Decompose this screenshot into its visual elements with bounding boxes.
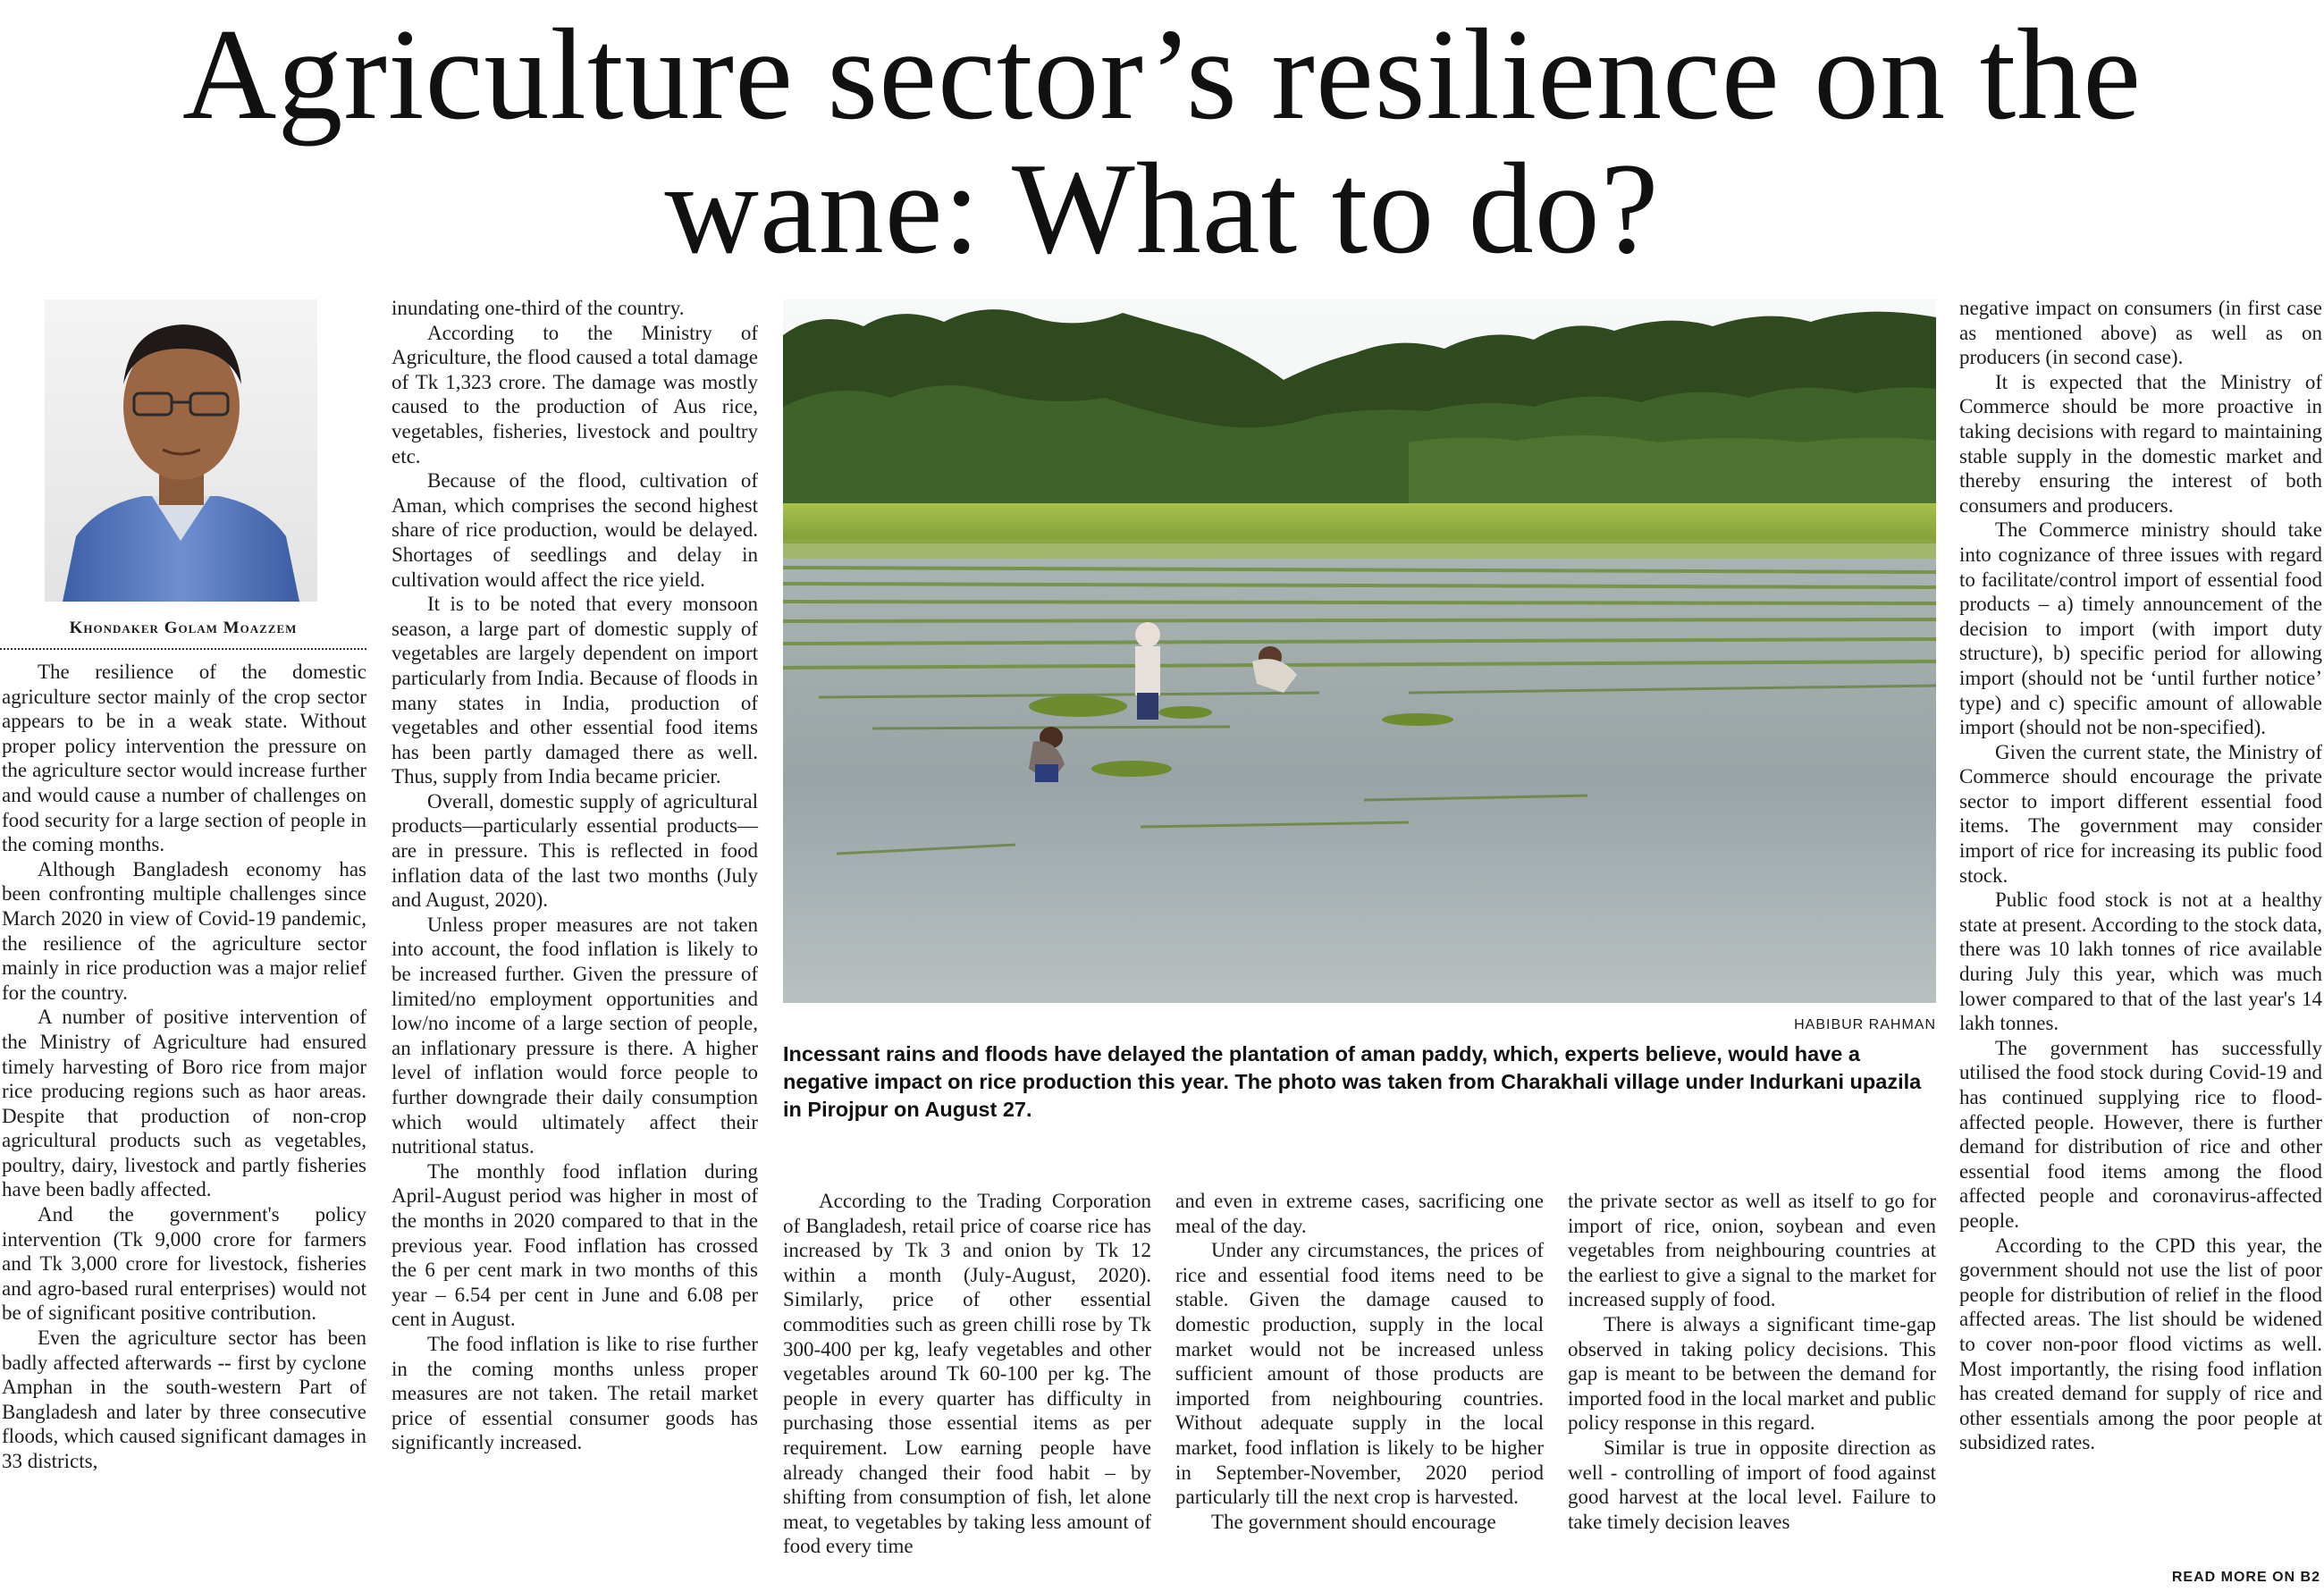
paragraph: Although Bangladesh economy has been confronting multiple challenges since March 2020 in view of Covid-19 pandemic, the resilience of the agriculture sector mainly in rice production was a major relief for the country. (2, 857, 366, 1004)
paragraph: Even the agriculture sector has been badly affected afterwards -- first by cyclone Amphan in the south-western Part of Bangladesh and later by three consecutive floods, which caused significant damages in 33 districts, (2, 1327, 366, 1472)
paragraph: Under any circumstances, the prices of rice and essential food items need to be stable. Given the damage caused to domestic production, supply in the local market would not be increased unless sufficient amount of those products are imported from neighbouring countries. Without adequate supply in the local market, food inflation is likely to be higher in September-November, 2020 period particularly till the next crop is harvested. (1175, 1239, 1544, 1509)
photo-caption: Incessant rains and floods have delayed the plantation of aman paddy, which, experts believe, would have a negative impact on rice production this year. The photo was taken from Charakhali village under Indurkani upazila in Pirojpur on August 27. (783, 1042, 1922, 1121)
paragraph: The resilience of the domestic agriculture sector mainly of the crop sector appears to be in a weak state. Without proper policy intervention the pressure on the agriculture sector would increase further and would cause a number of challenges on food security for a large section of people in the coming months. (2, 661, 366, 856)
article-column-4 (1175, 1189, 1544, 1534)
paragraph: Because of the flood, cultivation of Aman, which comprises the second highest share of rice production, would be delayed. Shortages of seedlings and delay in cultivation would affect the rice yield. (392, 469, 758, 591)
paragraph: It is expected that the Ministry of Commerce should be more proactive in taking decisions with regard to maintaining stable supply in the domestic market and thereby ensuring the interest of both consumers and producers. (1959, 370, 2322, 517)
news-photo (783, 299, 1936, 1003)
paragraph: There is always a significant time-gap observed in taking policy decisions. This gap is meant to be between the demand for imported food in the local market and public policy response in this regard. (1568, 1312, 1936, 1435)
paragraph: and even in extreme cases, sacrificing one meal of the day. (1175, 1190, 1544, 1237)
byline-divider (0, 648, 366, 650)
paragraph: The food inflation is like to rise further in the coming months unless proper measures are not taken. The retail market price of essential consumer goods has significantly increased. (392, 1332, 758, 1454)
author-byline: Khondaker Golam Moazzem (69, 619, 298, 637)
paragraph: inundating one-third of the country. (392, 297, 685, 319)
article-column-5 (1568, 1189, 1936, 1534)
paragraph: According to the Ministry of Agriculture, the flood caused a total damage of Tk 1,323 crore. The damage was mostly caused to the production of Aus rice, vegetables, fisheries, livestock and poultry etc. (392, 321, 758, 467)
paragraph: Public food stock is not at a healthy state at present. According to the stock data, there was 10 lakh tonnes of rice available during July this year, which was much lower compared to that of the last year's 14 lakh tonnes. (1959, 889, 2322, 1035)
paragraph: According to the CPD this year, the government should not use the list of poor people for distribution of relief in the flood affected areas. The list should be widened to cover non-poor flood victims as well. Most importantly, the rising food inflation has created demand for supply of rice and other essentials among the poor people at subsidized rates. (1959, 1234, 2322, 1454)
flooded-paddy-field-image (783, 299, 1936, 1003)
article-column-2 (392, 296, 758, 1455)
paragraph: Unless proper measures are not taken into account, the food inflation is likely to be increased further. Given the pressure of limited/no employment opportunities and low/no income of a large section of people, an inflationary pressure is there. A higher level of inflation would force people to further downgrade their daily consumption which would ultimately affect their nutritional status. (392, 913, 758, 1158)
paragraph: the private sector as well as itself to go for import of rice, onion, soybean and even vegetables from neighbouring countries at the earliest to give a signal to the market for increased supply of food. (1568, 1190, 1936, 1311)
paragraph: Similar is true in opposite direction as well - controlling of import of food against good harvest at the local level. Failure to take timely decision leaves (1568, 1436, 1936, 1533)
paragraph: A number of positive intervention of the Ministry of Agriculture had ensured timely harvesting of Boro rice from major rice producing regions such as haor areas. Despite that production of non-crop agricultural products such as vegetables, poultry, dairy, livestock and partly fisheries have been badly affected. (2, 1006, 366, 1201)
paragraph: The monthly food inflation during April-August period was higher in most of the months in 2020 compared to that in the previous year. Food inflation has crossed the 6 per cent mark in two months of this year – 6.54 per cent in June and 6.08 per cent in August. (392, 1159, 758, 1331)
headline-line-2: wane: What to do? (664, 136, 1660, 281)
article-column-3 (783, 1189, 1151, 1559)
paragraph: The government has successfully utilised the food stock during Covid-19 and has continued supplying rice to flood-affected people. However, there is further demand for distribution of rice and other essential food items among the flood affected people and coronavirus-affected people. (1959, 1036, 2322, 1232)
headline-line-1: Agriculture sector’s resilience on the (181, 2, 2143, 147)
article-column-6 (1959, 296, 2322, 1455)
paragraph: negative impact on consumers (in first case as mentioned above) as well as on producers (in second case). (1959, 297, 2322, 369)
paragraph: And the government's policy intervention (Tk 9,000 crore for farmers and Tk 3,000 crore for livestock, fisheries and agro-based rural enterprises) would not be of significant positive contribution. (2, 1203, 366, 1325)
paragraph: The Commerce ministry should take into cognizance of three issues with regard to facilitate/control import of essential food products – a) timely announcement of the decision to import (with import duty structure), b) specific period for allowing import (should not be ‘until further notice’ type) and c) specific amount of allowable import (should not be non-specified). (1959, 518, 2322, 739)
paragraph: The government should encourage (1211, 1510, 1496, 1533)
read-more-link[interactable]: READ MORE ON B2 (2171, 1570, 2320, 1585)
paragraph: According to the Trading Corporation of Bangladesh, retail price of coarse rice has increased by Tk 3 and onion by Tk 12 within a month (July-August, 2020). Similarly, price of other essential commodities such as green chilli rose by Tk 300-400 per kg, leafy vegetables and other vegetables around Tk 60-100 per kg. The people in every quarter has difficulty in purchasing those essential items as per requirement. Low earning people have already changed their food habit – by shifting from consumption of fish, let alone meat, to vegetables by taking less amount of food every time (783, 1190, 1151, 1558)
photo-credit: HABIBUR RAHMAN (1794, 1017, 1936, 1032)
article-column-1 (2, 660, 366, 1474)
paragraph: Overall, domestic supply of agricultural products—particularly essential products—are in pressure. This is reflected in food inflation data of the last two months (July and August, 2020). (392, 789, 758, 912)
author-portrait (45, 299, 317, 602)
author-portrait-image (45, 299, 317, 602)
paragraph: It is to be noted that every monsoon season, a large part of domestic supply of vegetables are largely dependent on import particularly from India. Because of floods in many states in India, production of vegetables and other essential food items has been partly damaged there as well. Thus, supply from India became pricier. (392, 593, 758, 788)
paragraph: Given the current state, the Ministry of Commerce should encourage the private sector to import different essential food items. The government may consider import of rice for increasing its public food stock. (1959, 740, 2322, 887)
headline (0, 2, 2324, 281)
